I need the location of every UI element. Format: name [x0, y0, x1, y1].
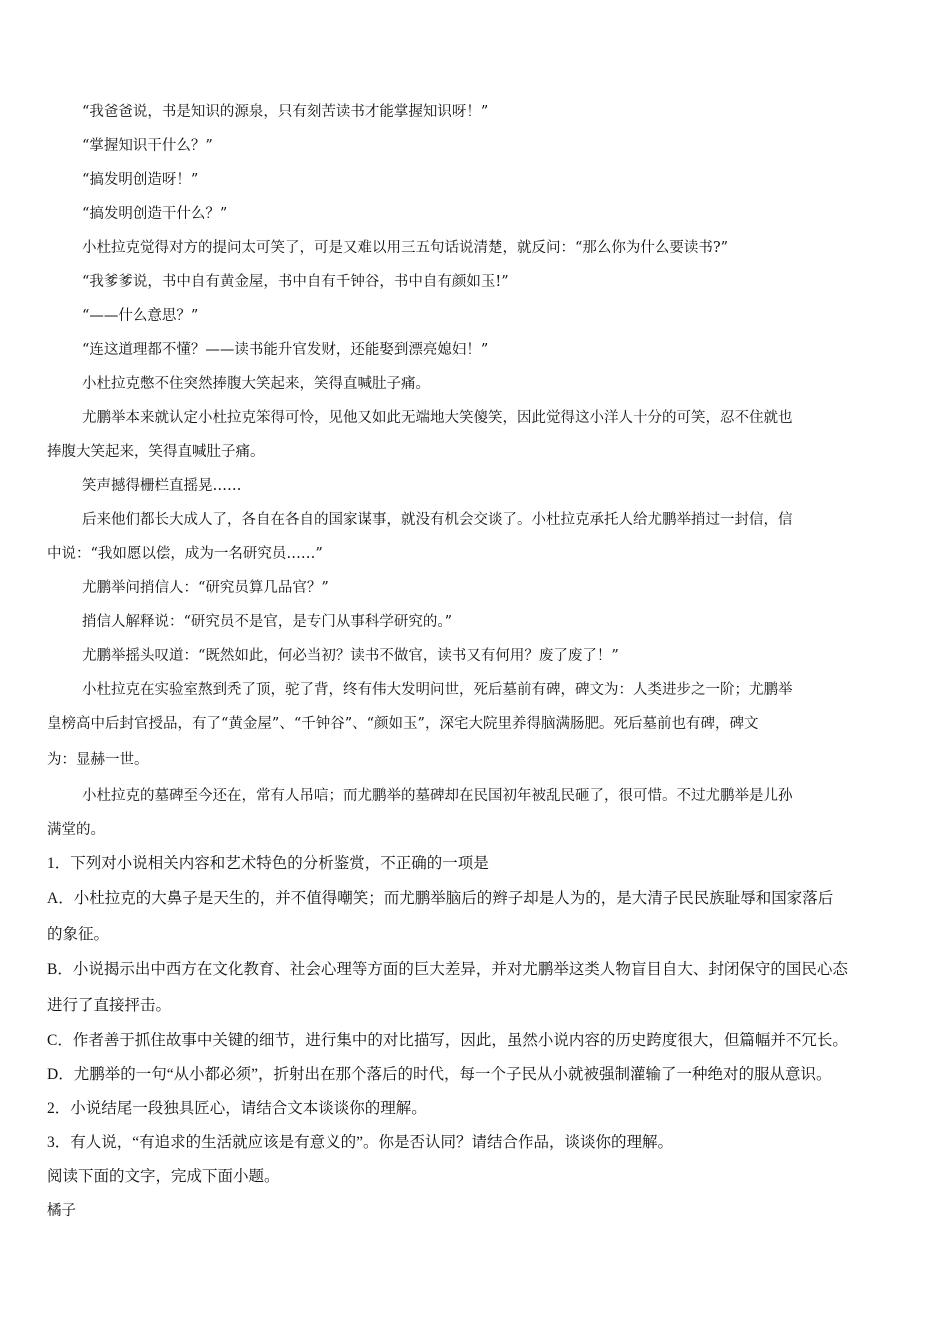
- story-line-3: “搞发明创造呀！”: [82, 172, 199, 188]
- story-line-5: 小杜拉克觉得对方的提问太可笑了，可是又难以用三五句话说清楚，就反问：“那么你为什么要读书?”: [82, 240, 729, 256]
- story-line-14: 中说：“我如愿以偿，成为一名研究员……”: [47, 546, 323, 562]
- story-line-22: 满堂的。: [47, 822, 105, 838]
- story-line-2: “掌握知识干什么？”: [82, 138, 213, 154]
- option-d: D．尤鹏举的一句“从小都必须”，折射出在那个落后的时代，每一个子民从小就被强制灌输了一种绝对的服从意识。: [47, 1066, 832, 1083]
- option-b-line-2: 进行了直接抨击。: [47, 997, 172, 1014]
- option-a-line-1: A．小杜拉克的大鼻子是天生的，并不值得嘲笑；而尤鹏举脑后的辫子却是人为的，是大清子民民族耻辱和国家落后: [47, 890, 834, 907]
- option-a-line-2: 的象征。: [47, 926, 110, 943]
- story-line-15: 尤鹏举问捎信人：“研究员算几品官？”: [82, 580, 329, 596]
- story-line-18: 小杜拉克在实验室熬到秃了顶，驼了背，终有伟大发明问世，死后墓前有碑，碑文为：人类进步之一阶；尤鹏举: [82, 682, 793, 698]
- question-1: 1．下列对小说相关内容和艺术特色的分析鉴赏，不正确的一项是: [47, 855, 489, 872]
- story-line-12: 笑声撼得栅栏直摇晃……: [82, 478, 242, 494]
- story-line-17: 尤鹏举摇头叹道：“既然如此，何必当初？读书不做官，读书又有何用？废了废了！”: [82, 648, 619, 664]
- reading-instruction: 阅读下面的文字，完成下面小题。: [47, 1168, 280, 1185]
- story-line-21: 小杜拉克的墓碑至今还在，常有人吊唁；而尤鹏举的墓碑却在民国初年被乱民砸了，很可惜。不过尤鹏举是儿孙: [82, 788, 793, 804]
- story-line-11: 捧腹大笑起来，笑得直喊肚子痛。: [47, 444, 265, 460]
- next-passage-title: 橘子: [47, 1203, 76, 1219]
- story-line-16: 捎信人解释说：“研究员不是官，是专门从事科学研究的。”: [82, 614, 453, 630]
- question-2: 2．小说结尾一段独具匠心，请结合文本谈谈你的理解。: [47, 1100, 427, 1117]
- story-line-8: “连这道理都不懂？——读书能升官发财，还能娶到漂亮媳妇！”: [82, 342, 489, 358]
- option-b-line-1: B．小说揭示出中西方在文化教育、社会心理等方面的巨大差异，并对尤鹏举这类人物盲目自大、封闭保守的国民心态: [47, 961, 848, 978]
- story-line-9: 小杜拉克憋不住突然捧腹大笑起来，笑得直喊肚子痛。: [82, 376, 430, 392]
- story-line-6: “我爹爹说，书中自有黄金屋，书中自有千钟谷，书中自有颜如玉!”: [82, 274, 509, 290]
- question-3: 3．有人说，“有追求的生活就应该是有意义的”。你是否认同？请结合作品，谈谈你的理解。: [47, 1134, 674, 1151]
- story-line-7: “——什么意思？”: [82, 308, 199, 324]
- story-line-4: “搞发明创造干什么？”: [82, 206, 228, 222]
- option-c: C．作者善于抓住故事中关键的细节，进行集中的对比描写，因此，虽然小说内容的历史跨度很大，但篇幅并不冗长。: [47, 1032, 848, 1049]
- story-line-20: 为：显赫一世。: [47, 752, 149, 768]
- story-line-1: “我爸爸说，书是知识的源泉，只有刻苦读书才能掌握知识呀！”: [82, 104, 489, 120]
- story-line-10: 尤鹏举本来就认定小杜拉克笨得可怜，见他又如此无端地大笑傻笑，因此觉得这小洋人十分的可笑，忍不住就也: [82, 410, 793, 426]
- story-line-19: 皇榜高中后封官授品，有了“黄金屋”、“千钟谷”、“颜如玉”，深宅大院里养得脑满肠肥。死后墓前也有碑，碑文: [47, 716, 759, 732]
- story-line-13: 后来他们都长大成人了，各自在各自的国家谋事，就没有机会交谈了。小杜拉克承托人给尤鹏举捎过一封信，信: [82, 512, 793, 528]
